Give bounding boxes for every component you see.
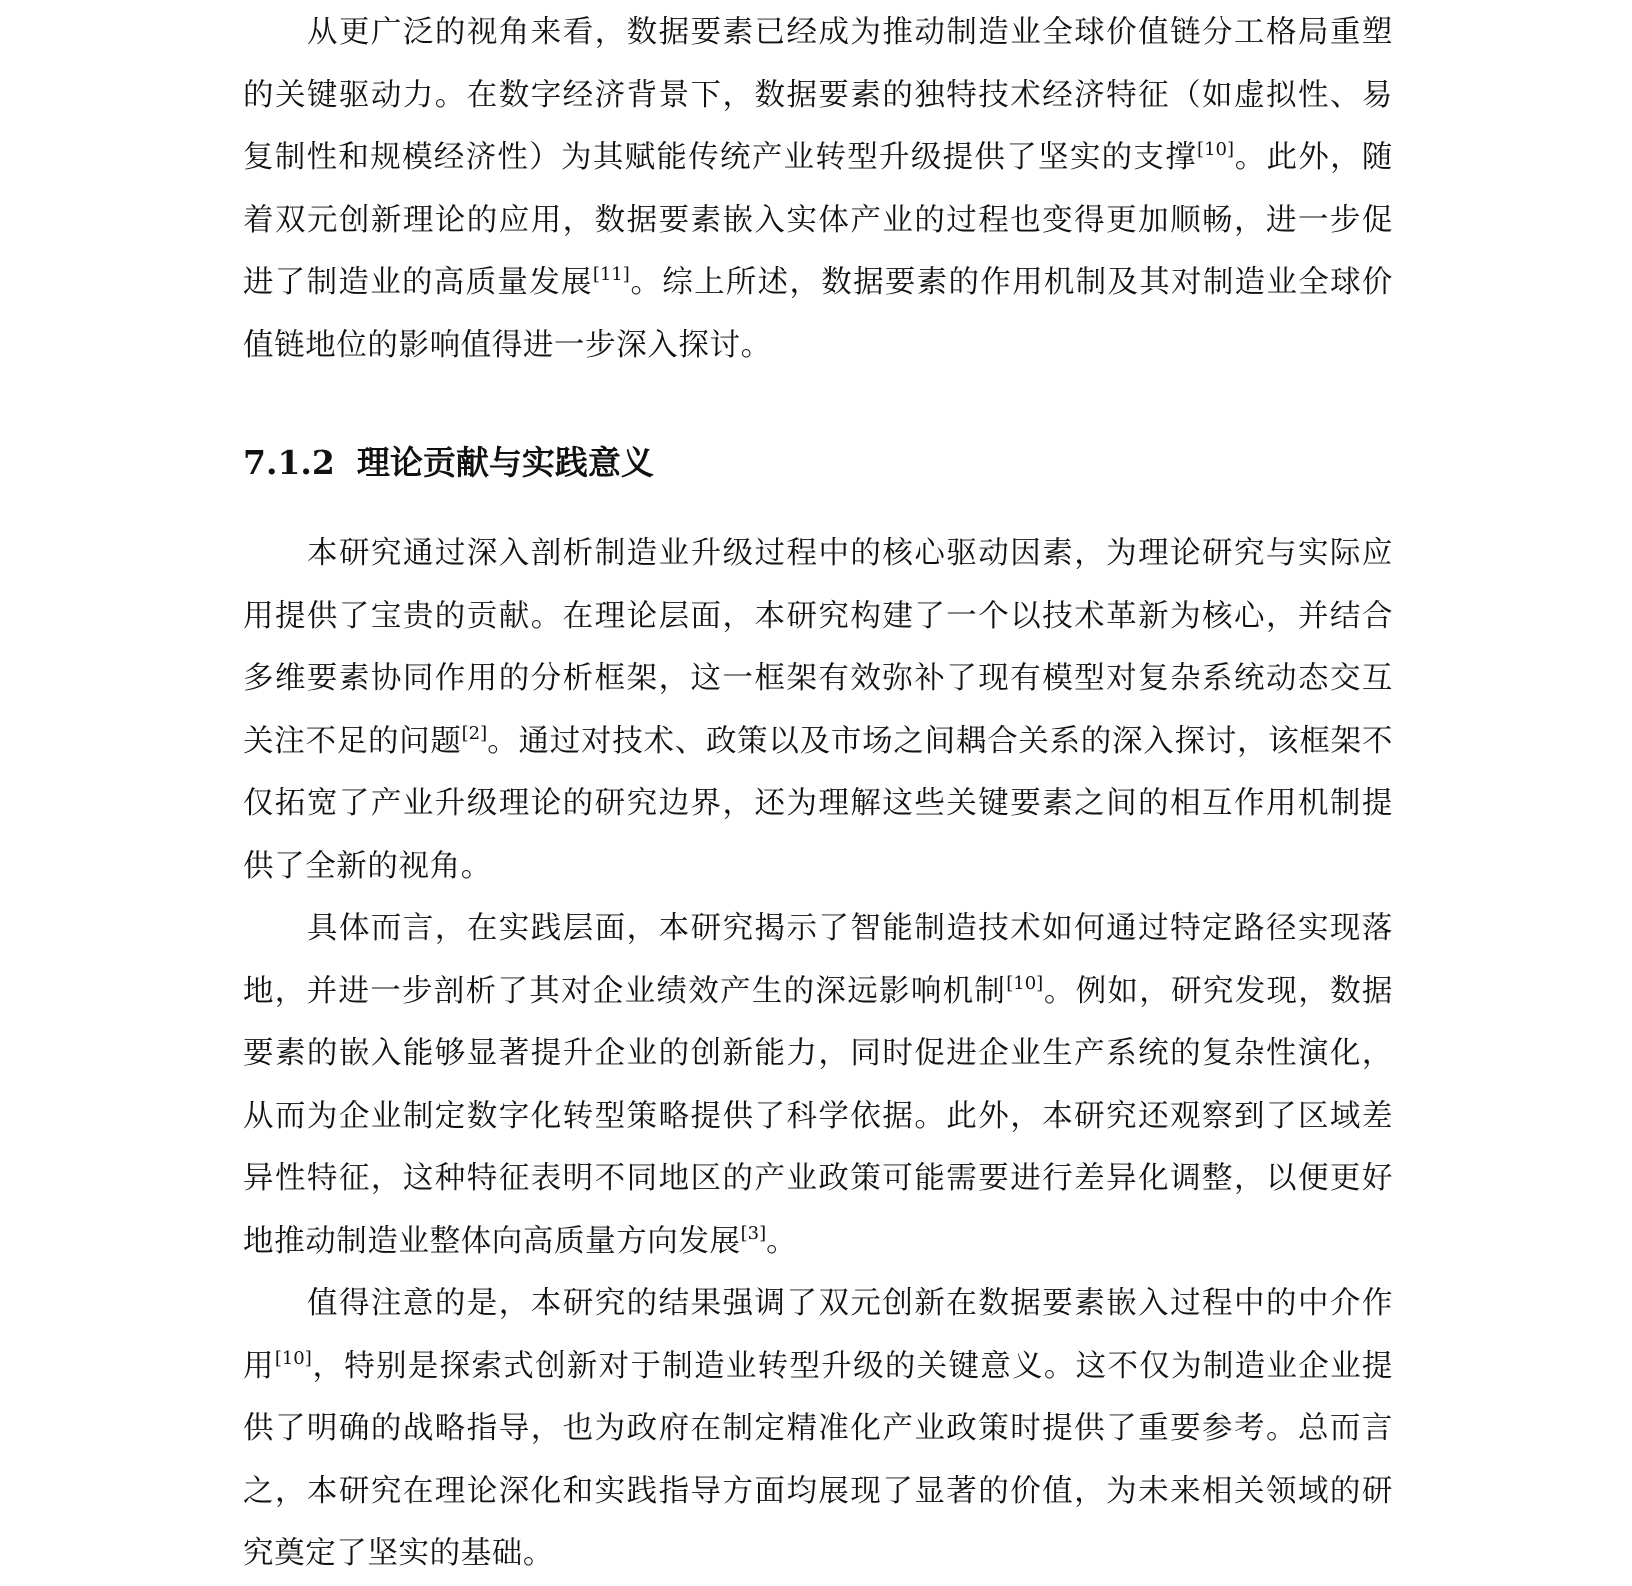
document-page	[243, 0, 1394, 1571]
paragraph-group-top	[243, 2, 1393, 377]
citation-marker: [3]	[740, 1222, 767, 1244]
citation-marker: [10]	[274, 1347, 312, 1369]
paragraph	[243, 898, 1393, 1273]
paragraph-text: 。综上所述，数据要素的作用机制及其对制造业全球价值链地位的影响值得进一步深入探讨。	[243, 265, 1393, 363]
paragraph-text: 具体而言，在实践层面，本研究揭示了智能制造技术如何通过特定路径实现落地，并进一步剖析了其对企业绩效产生的深远影响机制	[243, 911, 1393, 1009]
paragraph-text: 。例如，研究发现，数据要素的嵌入能够显著提升企业的创新能力，同时促进企业生产系统的复杂性演化，从而为企业制定数字化转型策略提供了科学依据。此外，本研究还观察到了区域差异性特征，这种特征表明不同地区的产业政策可能需要进行差异化调整，以便更好地推动制造业整体向高质量方向发展	[243, 973, 1393, 1259]
paragraph-text: 值得注意的是，本研究的结果强调了双元创新在数据要素嵌入过程中的中介作用	[243, 1286, 1393, 1384]
paragraph	[243, 1273, 1393, 1586]
paragraph-text: 。此外，随着双元创新理论的应用，数据要素嵌入实体产业的过程也变得更加顺畅，进一步促进了制造业的高质量发展	[243, 140, 1394, 300]
section-number: 7.1.2	[243, 443, 335, 482]
paragraph	[243, 2, 1393, 377]
citation-marker: [10]	[1197, 139, 1234, 160]
paragraph-text: 。通过对技术、政策以及市场之间耦合关系的深入探讨，该框架不仅拓宽了产业升级理论的研究边界，还为理解这些关键要素之间的相互作用机制提供了全新的视角。	[243, 723, 1393, 884]
paragraph-text: ，特别是探索式创新对于制造业转型升级的关键意义。这不仅为制造业企业提供了明确的战略指导，也为政府在制定精准化产业政策时提供了重要参考。总而言之，本研究在理论深化和实践指导方面均展现了显著的价值，为未来相关领域的研究奠定了坚实的基础。	[243, 1348, 1393, 1571]
citation-marker: [10]	[1006, 972, 1044, 994]
section-heading	[243, 441, 654, 485]
paragraph-group-bottom	[243, 523, 1393, 1586]
paragraph-text: 从更广泛的视角来看，数据要素已经成为推动制造业全球价值链分工格局重塑的关键驱动力。在数字经济背景下，数据要素的独特技术经济特征（如虚拟性、易复制性和规模经济性）为其赋能传统产业转型升级提供了坚实的支撑	[243, 15, 1393, 175]
citation-marker: [2]	[461, 722, 488, 744]
citation-marker: [11]	[592, 264, 630, 285]
paragraph-text: 。	[766, 1223, 798, 1259]
paragraph-text: 本研究通过深入剖析制造业升级过程中的核心驱动因素，为理论研究与实际应用提供了宝贵的贡献。在理论层面，本研究构建了一个以技术革新为核心，并结合多维要素协同作用的分析框架，这一框架有效弥补了现有模型对复杂系统动态交互关注不足的问题	[243, 536, 1393, 759]
section-title: 理论贡献与实践意义	[356, 443, 654, 482]
paragraph	[243, 523, 1393, 898]
